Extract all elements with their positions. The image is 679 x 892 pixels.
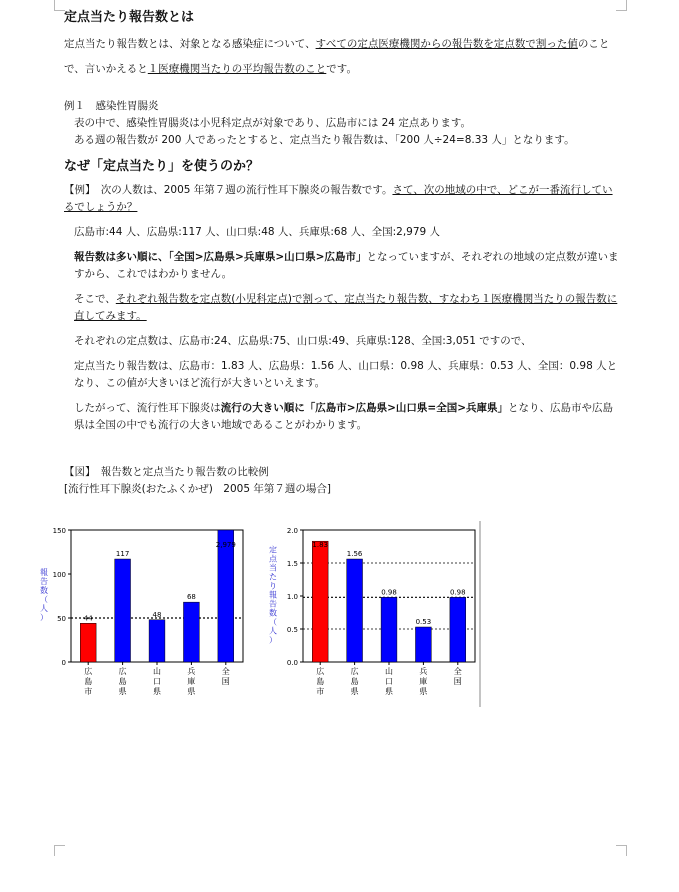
count-bar-value-label: 68 [186, 593, 196, 602]
per-site-y-axis-label: 数 [269, 608, 277, 618]
per-site-bar [381, 597, 397, 662]
per-site-category-label: 県 [385, 687, 393, 696]
count-y-axis-label: 報 [40, 568, 48, 577]
document-page [64, 8, 620, 498]
count-category-label: 広 [84, 667, 93, 676]
section2-conclusion-text-a: したがって、流行性耳下腺炎は [74, 402, 221, 414]
example1-line2: ある週の報告数が 200 人であったとすると、定点当たり報告数は、「200 人÷24=8.33 人」となります。 [74, 134, 575, 146]
per-site-category-label: 兵 [419, 667, 428, 676]
count-category-label: 県 [118, 687, 127, 696]
count-y-tick-label: 0 [61, 659, 66, 667]
page-corner-mark-bottom-right [616, 845, 627, 856]
count-bar-value-label: 2,979 [215, 541, 236, 549]
per-site-y-axis-label: 定 [269, 545, 277, 555]
per-site-y-tick-label: 0.0 [286, 659, 298, 667]
count-category-label: 口 [153, 677, 161, 686]
per-site-bar [415, 627, 431, 662]
per-site-category-label: 島 [316, 677, 325, 686]
per-site-y-tick-label: 1.0 [286, 593, 298, 601]
section2-order-text: となっていますが、それぞれの地域の定点数が違いますから、これではわかりません。 [74, 251, 619, 280]
count-category-label: 県 [187, 687, 196, 696]
figure-charts [38, 515, 486, 710]
section1-text-b: のことで、言いかえると [64, 38, 610, 75]
comparison-bar-charts [38, 515, 486, 710]
per-site-y-axis-label: り [269, 581, 277, 591]
count-y-axis-label: 人 [40, 604, 48, 613]
count-bar-value-label: 117 [115, 550, 130, 559]
per-site-y-axis-label: 告 [269, 599, 277, 609]
section2-conclusion [64, 400, 620, 434]
per-site-y-axis-label: ） [269, 635, 277, 645]
per-site-category-label: 島 [350, 677, 359, 686]
section2-then [64, 291, 620, 325]
count-bar [215, 530, 236, 662]
section1-underline-1: すべての定点医療機関からの報告数を定点数で割った値 [315, 38, 578, 50]
count-y-tick-label: 150 [52, 527, 66, 535]
example1-heading: 例１ 感染性胃腸炎 [64, 100, 159, 112]
count-y-axis-label: 数 [40, 586, 48, 595]
per-site-bar [347, 559, 363, 662]
count-y-axis-label: （ [40, 595, 48, 604]
per-site-category-label: 国 [453, 677, 462, 686]
count-y-tick-label: 100 [52, 571, 66, 579]
count-category-label: 兵 [187, 667, 196, 676]
per-site-y-tick-label: 0.5 [286, 626, 298, 634]
per-site-category-label: 県 [419, 687, 428, 696]
per-site-category-label: 口 [385, 677, 393, 686]
example1-line1: 表の中で、感染性胃腸炎は小児科定点が対象であり、広島市には 24 定点あります。 [74, 117, 471, 129]
count-bar [115, 559, 131, 662]
page-corner-mark-bottom-left [54, 845, 65, 856]
per-site-y-tick-label: 2.0 [286, 527, 298, 535]
per-site-y-axis-label: 人 [269, 626, 277, 636]
per-site-y-axis-label: 点 [269, 554, 277, 564]
per-site-y-tick-label: 1.5 [286, 560, 298, 568]
per-site-category-label: 山 [385, 667, 393, 676]
per-site-bar-value-label: 1.83 [312, 541, 328, 549]
section2-then-underline: それぞれ報告数を定点数(小児科定点)で割って、定点当たり報告数、すなわち１医療機関当たりの報告数に直してみます。 [74, 293, 618, 322]
section1-paragraph [64, 32, 620, 82]
section2-order-bold: 報告数は多い順に、「全国>広島県>兵庫県>山口県>広島市」 [74, 251, 367, 263]
figure-caption: 【図】 報告数と定点当たり報告数の比較例 [64, 466, 269, 478]
per-site-bar-value-label: 0.98 [381, 588, 397, 597]
per-site-bar-value-label: 0.98 [450, 588, 466, 597]
count-category-label: 島 [84, 677, 93, 686]
count-bar [183, 602, 199, 662]
section1-text-a: 定点当たり報告数とは、対象となる感染症について、 [64, 38, 316, 50]
count-category-label: 国 [221, 677, 230, 686]
per-site-y-axis-label: 報 [269, 590, 277, 600]
per-site-category-label: 広 [316, 667, 325, 676]
section2-conclusion-text-c: となり、広島市や広島県は全国の中でも流行の大きい地域であることがわかります。 [74, 402, 613, 431]
section2-order [64, 249, 620, 283]
per-site-category-label: 市 [316, 687, 325, 696]
per-site-y-axis-label: た [269, 572, 277, 582]
section2-counts: 広島市:44 人、広島県:117 人、山口県:48 人、兵庫県:68 人、全国:2,979 人 [74, 226, 441, 238]
per-site-bar-value-label: 0.53 [415, 618, 432, 627]
per-site-bar [312, 541, 328, 662]
count-bar-value-label: 48 [152, 610, 162, 619]
count-category-label: 山 [153, 667, 161, 676]
per-site-bar-value-label: 1.56 [346, 550, 363, 559]
per-site-y-axis-label: （ [269, 617, 277, 627]
section2-conclusion-bold: 流行の大きい順に「広島市>広島県>山口県=全国>兵庫県」 [220, 402, 508, 414]
per-site-y-axis-label: 当 [269, 563, 277, 573]
count-y-axis-label: ） [40, 613, 48, 622]
section2-example-text: 【例】 次の人数は、2005 年第７週の流行性耳下腺炎の報告数です。 [64, 184, 393, 196]
per-site-bar [450, 597, 466, 662]
section2-then-text: そこで、 [74, 293, 116, 305]
per-site-category-label: 広 [350, 667, 359, 676]
section1-underline-2: １医療機関当たりの平均報告数のこと [147, 63, 327, 75]
count-category-label: 全 [221, 667, 230, 676]
count-bar-value-label: 44 [83, 614, 93, 623]
section2-title: なぜ「定点当たり」を使うのか？ [64, 159, 260, 174]
section2-example [64, 182, 620, 216]
section2-per-site: 定点当たり報告数は、広島市：1.83 人、広島県：1.56 人、山口県：0.98 人、兵庫県：0.53 人、全国：0.98 人となり、この値が大きいほど流行が大きいといえます。 [74, 360, 618, 389]
per-site-category-label: 全 [453, 667, 462, 676]
count-category-label: 県 [153, 687, 161, 696]
count-category-label: 島 [118, 677, 127, 686]
count-y-axis-label: 告 [40, 577, 48, 586]
count-bar [149, 620, 165, 662]
figure-subcaption: [流行性耳下腺炎(おたふくかぜ) 2005 年第７週の場合] [64, 483, 331, 495]
count-bar [80, 623, 96, 662]
section2-example-question: さて、次の地域の中で、どこが一番流行しているでしょうか？ [64, 184, 613, 213]
count-category-label: 庫 [187, 677, 196, 686]
per-site-category-label: 県 [350, 687, 359, 696]
count-y-tick-label: 50 [57, 615, 66, 623]
count-category-label: 広 [118, 667, 127, 676]
section1-text-c: です。 [326, 63, 357, 75]
section1-title: 定点当たり報告数とは [64, 10, 195, 25]
section2-sites: それぞれの定点数は、広島市:24、広島県:75、山口県:49、兵庫県:128、全国:3,051 ですので、 [74, 335, 532, 347]
count-category-label: 市 [84, 687, 93, 696]
per-site-category-label: 庫 [419, 677, 428, 686]
